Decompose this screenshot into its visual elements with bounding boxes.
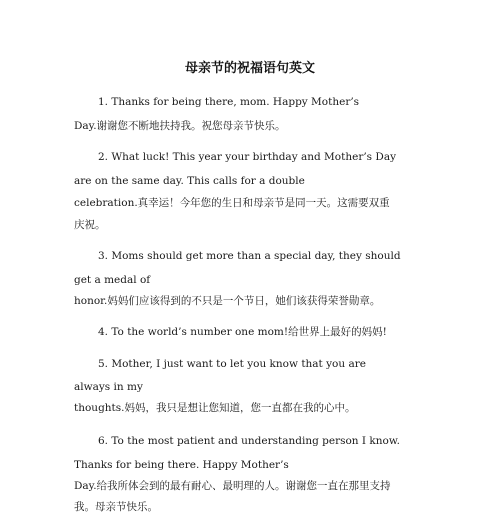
paragraph-1-line-1: 1. Thanks for being there, mom. Happy Mother’s — [98, 96, 360, 108]
paragraph-2-line-1: 2. What luck! This year your birthday and Mother’s Day — [98, 151, 397, 163]
paragraph-3-line-3: honor.妈妈们应该得到的不只是一个节日，她们该获得荣誉勋章。 — [74, 295, 381, 307]
paragraph-5-line-1: 5. Mother, I just want to let you know that you are — [98, 358, 366, 370]
paragraph-3-line-2: get a medal of — [74, 274, 151, 286]
paragraph-4-line-1: 4. To the world’s number one mom!给世界上最好的妈妈! — [98, 326, 387, 338]
paragraph-5-line-2: always in my — [74, 381, 143, 393]
paragraph-6-line-1: 6. To the most patient and understanding person I know. — [98, 435, 400, 447]
paragraph-2-line-4: 庆祝。 — [74, 219, 106, 231]
paragraph-5-line-3: thoughts.妈妈，我只是想让您知道，您一直都在我的心中。 — [74, 402, 356, 414]
paragraph-2-line-3: celebration.真幸运！今年您的生日和母亲节是同一天。这需要双重 — [74, 197, 390, 209]
paragraph-3-line-1: 3. Moms should get more than a special day, they should — [98, 250, 401, 262]
document-title: 母亲节的祝福语句英文 — [184, 61, 315, 76]
paragraph-6-line-3: Day.给我所体会到的最有耐心、最明理的人。谢谢您一直在那里支持 — [74, 480, 391, 492]
paragraph-1-line-2: Day.谢谢您不断地扶持我。祝您母亲节快乐。 — [74, 120, 286, 132]
paragraph-2-line-2: are on the same day. This calls for a double — [74, 175, 305, 187]
paragraph-6-line-4: 我。母亲节快乐。 — [74, 501, 158, 513]
paragraph-6-line-2: Thanks for being there. Happy Mother’s — [74, 459, 289, 471]
